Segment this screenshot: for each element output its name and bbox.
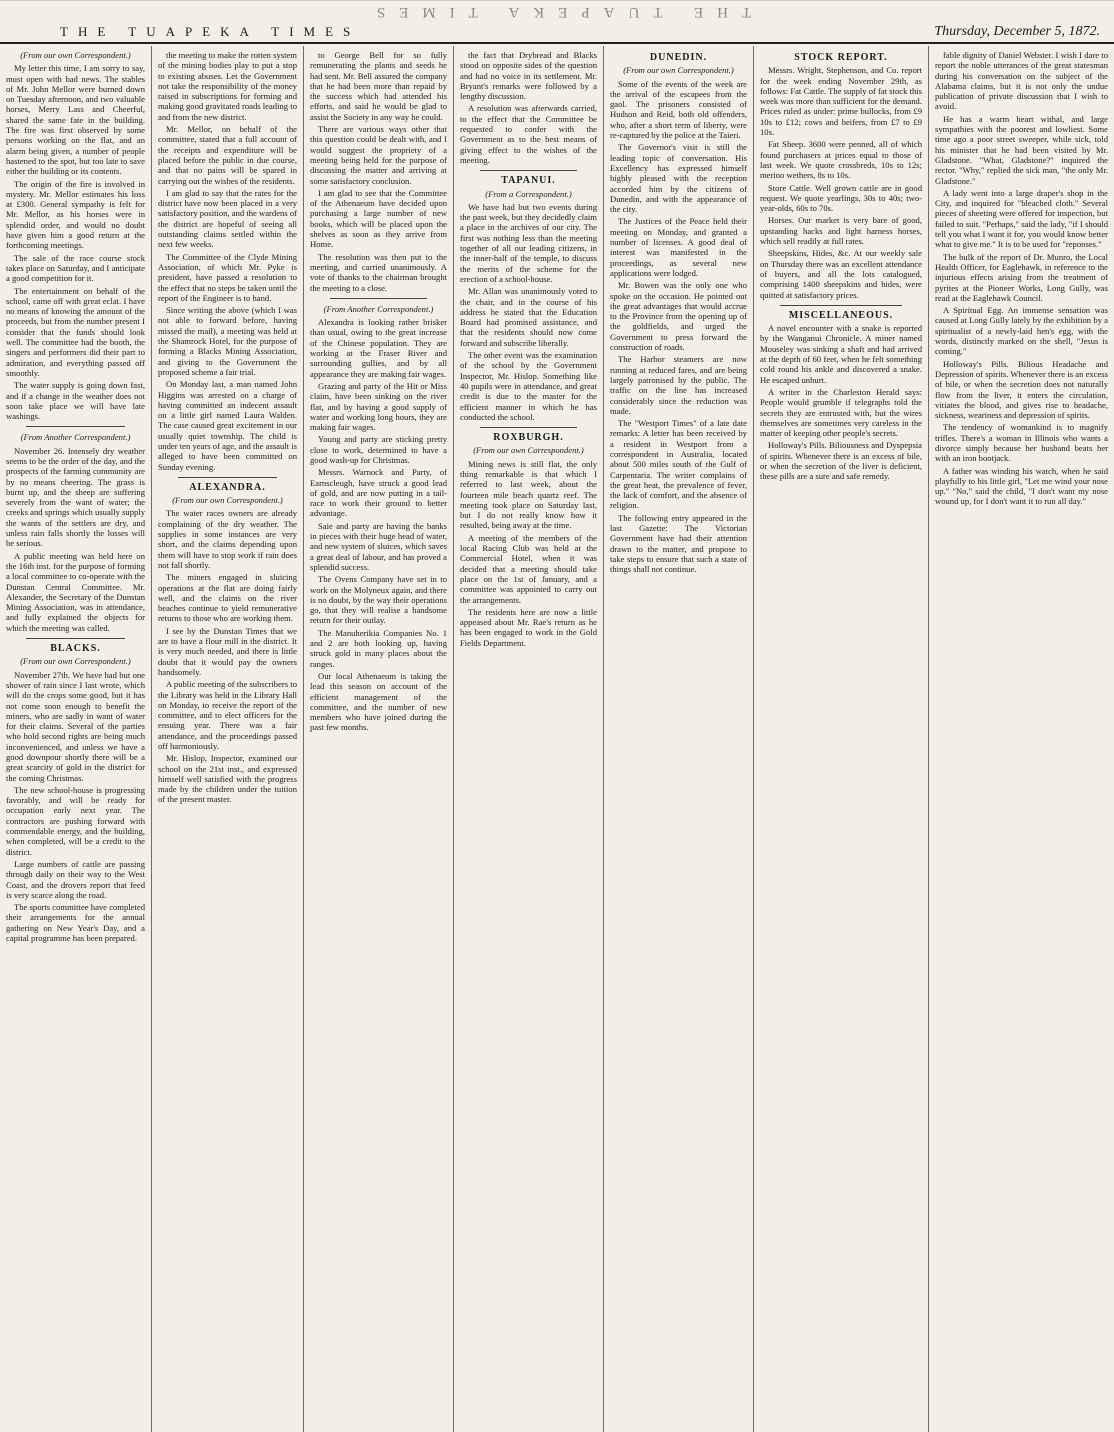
article-paragraph: The Committee of the Clyde Mining Association, of which Mr. Pyke is president, have passed a resolution to the effect that no steps be taken until the report of the Engineer is to hand.	[158, 251, 297, 303]
column-rule	[26, 638, 125, 639]
article-paragraph: Sheepskins, Hides, &c. At our weekly sale on Thursday there was an excellent attendance of buyers, and all the lots catalogued, comprising 1400 sheepskins and hides, were quitted at satisfactory prices.	[760, 248, 922, 300]
article-paragraph: There are various ways other that this question could be dealt with, and I would suggest the propriety of a meeting being held for the purpose of discussing the matter and arriving at some satisfactory conclusion.	[310, 124, 447, 186]
article-paragraph: The other event was the examination of the school by the Government Inspector, Mr. Hislop. Something like 40 pupils were in attendance, and great credit is due to the master for the efficient manner in which he has conducted the school.	[460, 350, 597, 422]
article-paragraph: The sale of the race course stock takes place on Saturday, and I anticipate a good competition for it.	[6, 252, 145, 284]
article-paragraph: The Ovens Company have set in to work on the Molyneux again, and there is no doubt, by the way their operations go, that they will realise a handsome return for their outlay.	[310, 574, 447, 626]
column-5	[604, 46, 754, 1432]
article-paragraph: Young and party are sticking pretty close to work, determined to have a good wash-up for Christmas.	[310, 434, 447, 465]
article-paragraph: Horses. Our market is very bare of good, upstanding hacks and light harness horses, which sell readily at full rates.	[760, 215, 922, 247]
article-heading: MISCELLANEOUS.	[788, 309, 894, 321]
article-paragraph: The origin of the fire is involved in mystery. Mr. Mellor estimates his loss at £300. General sympathy is felt for Mr. Mellor, as his horses were in splendid order, and would no doubt have given him a good return at the forthcoming meetings.	[6, 178, 145, 251]
correspondent-line: (From our own Correspondent.)	[172, 495, 283, 506]
correspondent-line: (From our own Correspondent.)	[473, 445, 584, 456]
correspondent-line: (From a Correspondent.)	[485, 188, 572, 199]
article-heading: ALEXANDRA.	[189, 481, 266, 493]
article-paragraph: Store Cattle. Well grown cattle are in good request. We quote yearlings, 30s to 40s; two-year-olds, 60s to 70s.	[760, 182, 922, 214]
article-paragraph: I see by the Dunstan Times that we are to have a flour mill in the district. It is very much needed, and there is little doubt that it would pay the owners handsomely.	[158, 625, 297, 677]
masthead	[0, 22, 1114, 44]
article-paragraph: Mining news is still flat, the only thing remarkable is that which I referred to last week, about the fourteen mile beach quartz reef. The meeting took place on Saturday last, but I do not really know how it resulted, being away at the time.	[460, 458, 597, 531]
article-paragraph: The "Westport Times" of a late date remarks: A letter has been received by a resident in Westport from a correspondent in Australia, located about 500 miles south of the Gulf of Carpentaria. The writer complains of the great heat, the prevalence of fever, the lack of comfort, and the absence of religion.	[610, 418, 747, 511]
correspondent-line: (From Another Correspondent.)	[323, 303, 434, 314]
article-paragraph: I am glad to say that the rates for the district have now been placed in a very satisfactory position, and the wardens of the district are hopeful of seeing all outstanding claims settled within the next few weeks.	[158, 187, 297, 250]
article-paragraph: November 27th. We have had but one shower of rain since I last wrote, which will do the crops some good, but it has not come soon enough to benefit the miners, who are sadly in want of water for their claims. Several of the parties who hold second rights are being much inconvenienced, and unless we have a good downpour shortly there will be a great scarcity of gold in the district for the coming Christmas.	[6, 669, 145, 783]
article-heading: TAPANUI.	[501, 175, 556, 187]
column-rule	[178, 477, 277, 478]
article-paragraph: Mr. Allan was unanimously voted to the chair, and in the course of his address he stated that the Education Board had promised assistance, and that the residents should now come forward and subscribe liberally.	[460, 286, 597, 348]
article-paragraph: Grazing and party of the Hit or Miss claim, have been sinking on the river flat, and by having a good supply of water and working long hours, they are making fair wages.	[310, 380, 447, 433]
article-paragraph: The sports committee have completed their arrangements for the annual gathering on New Year's Day, and a capital programme has been prepared.	[6, 902, 145, 944]
article-heading: ROXBURGH.	[493, 432, 564, 444]
article-paragraph: We have had but two events during the past week, but they decidedly claim a place in the archives of our city. The first was nothing less than the meeting together of all our leading citizens, in the inner-half of the temple, to discuss the merits of the scheme for the erection of a school-house.	[460, 201, 597, 284]
article-paragraph: The water races owners are already complaining of the dry weather. The supplies in some instances are very short, and the claims depending upon them will have to stop work if rain does not fall shortly.	[158, 508, 297, 570]
article-paragraph: fable dignity of Daniel Webster. I wish I dare to report the noble utterances of the great statesman during his conversation on the subject of the Alabama claims, but it is not only the undue publication of private discussion that I wish to avoid.	[935, 50, 1108, 112]
article-paragraph: A meeting of the members of the local Racing Club was held at the Commercial Hotel, when it was decided that a meeting should take place on the 1st of January, and a committee was appointed to carry out the arrangements.	[460, 532, 597, 605]
bleed-through-masthead: THE TUAPEKA TIMES	[0, 0, 1114, 23]
masthead-date: Thursday, December 5, 1872.	[934, 24, 1100, 39]
article-paragraph: Mr. Bowen was the only one who spoke on the occasion. He pointed out the great advantages that would accrue to the Province from the opening up of the goldfields, and urged the Government to press forward the construction of roads.	[610, 280, 747, 353]
column-rule	[780, 305, 902, 306]
article-paragraph: Messrs. Wright, Stephenson, and Co. report for the week ending November 29th, as follows: Fat Cattle. The supply of fat stock this week was more than sufficient for the demand. Prices ruled as under: prime bullocks, from £9 10s to £12; cows and heifers, from £7 to £9 10s.	[760, 65, 922, 138]
article-paragraph: Saie and party are having the banks in pieces with their huge head of water, and new system of sluices, which saves a great deal of labour, and has proved a splendid success.	[310, 520, 447, 572]
column-rule	[480, 427, 577, 428]
article-paragraph: Since writing the above (which I was not able to forward before, having missed the mail), a meeting was held at the Shamrock Hotel, for the purpose of forming a Blacks Mining Association, and giving to the Government the proposed scheme a fair trial.	[158, 305, 297, 377]
correspondent-line: (From Another Correspondent.)	[20, 432, 131, 443]
article-heading: BLACKS.	[50, 643, 101, 655]
article-paragraph: the meeting to make the rotten system of the mining bodies play to put a stop to existing abuses. Let the Government not take the responsibility of the money raised in subscriptions for forming and making good gravitated roads leading to and from the new district.	[158, 50, 297, 122]
article-paragraph: On Monday last, a man named John Higgins was arrested on a charge of having committed an indecent assault on a little girl named Laura Walden. The case caused great excitement in our usually quiet township. The child is under ten years of age, and the assault is alleged to have been committed on Sunday evening.	[158, 379, 297, 472]
article-paragraph: A public meeting was held here on the 16th inst. for the purpose of forming a local committee to co-operate with the Dunstan Central Committee. Mr. Alexander, the Secretary of the Dunstan Mining Association, was in attendance, and fully explained the objects for which the meeting was called.	[6, 550, 145, 633]
article-paragraph: A writer in the Charleston Herald says: People would grumble if telegraphs told the secrets they are entrusted with, but the wires themselves are sometimes very careless in the matter of keeping other people's secrets.	[760, 386, 922, 439]
correspondent-line: (From our own Correspondent.)	[20, 656, 131, 667]
article-paragraph: A Spiritual Egg. An immense sensation was caused at Long Gully lately by the exhibition by a spiritualist of a newly-laid hen's egg, with the words, distinctly marked on the shell, "Jesus is coming."	[935, 305, 1108, 357]
article-paragraph: Our local Athenaeum is taking the lead this season on account of the efficient management of the committee, and the number of new members who have joined during the past few months.	[310, 670, 447, 733]
article-paragraph: Fat Sheep. 3600 were penned, all of which found purchasers at prices equal to those of last week. We quote crossbreds, 10s to 12s; merino wethers, 8s to 10s.	[760, 139, 922, 181]
correspondent-line: (From our own Correspondent.)	[623, 65, 734, 76]
article-paragraph: Large numbers of cattle are passing through daily on their way to the West Coast, and the drovers report that feed is very scarce along the road.	[6, 858, 145, 900]
article-paragraph: Alexandra is looking rather brisker than usual, owing to the great increase of the Chinese population. They are working at the Fraser River and surrounding gullies, and by all appearance they are making fair wages.	[310, 317, 447, 379]
article-paragraph: A father was winding his watch, when he said playfully to his little girl, "Let me wind your nose up." "No," said the child, "I don't want my nose wound up, for I don't want it to run all day."	[935, 465, 1108, 507]
article-paragraph: the fact that Drybread and Blacks stood on opposite sides of the question and had no voice in its settlement. Mr. Bryant's remarks were followed by a lengthy discussion.	[460, 50, 597, 102]
correspondent-line: (From our own Correspondent.)	[20, 50, 131, 60]
column-7	[929, 46, 1114, 1432]
article-paragraph: The water supply is going down fast, and if a change in the weather does not soon take place we will have late washings.	[6, 380, 145, 422]
article-paragraph: The resolution was then put to the meeting, and carried unanimously. A vote of thanks to the chairman brought the meeting to a close.	[310, 251, 447, 293]
column-1	[0, 46, 152, 1432]
newspaper-columns	[0, 46, 1114, 1432]
article-heading: STOCK REPORT.	[794, 52, 888, 63]
article-paragraph: The bulk of the report of Dr. Munro, the Local Health Officer, for Eaglehawk, in reference to the injurious effects arising from the treatment of pyrites at the Pioneer Works, Long Gully, was read at the Eaglehawk Council.	[935, 251, 1108, 303]
column-2	[152, 46, 304, 1432]
article-paragraph: The new school-house is progressing favorably, and will be ready for occupation early next year. The contractors are pushing forward with commendable energy, and the building, when completed, will be a credit to the district.	[6, 784, 145, 857]
article-paragraph: The following entry appeared in the last Gazette: The Victorian Government have had their attention drawn to the matter, and propose to take steps to ensure that such a state of things shall not continue.	[610, 512, 747, 575]
article-paragraph: A resolution was afterwards carried, to the effect that the Committee be requested to confer with the Government as to the best means of giving effect to the wishes of the meeting.	[460, 103, 597, 165]
article-paragraph: A public meeting of the subscribers to the Library was held in the Library Hall on Monday, to receive the report of the committee, and to elect officers for the ensuing year. There was a fair attendance, and the proceedings passed off harmoniously.	[158, 679, 297, 751]
article-paragraph: I am glad to see that the Committee of the Athenaeum have decided upon purchasing a large number of new books, which will be placed upon the shelves as soon as they arrive from Home.	[310, 187, 447, 250]
article-paragraph: The Harbor steamers are now running at reduced fares, and are being largely patronised by the public. The traffic on the line has increased considerably since the reduction was made.	[610, 354, 747, 416]
article-paragraph: My letter this time, I am sorry to say, must open with bad news. The stables of Mr. John Mellor were burned down on Tuesday afternoon, and two valuable horses, Merry Lass and Cheerful, shared the same fate in the building. The fire was first observed by some persons working on the flat, and an alarm being given, a number of people hastened to the spot, but too late to save either the building or its contents.	[6, 63, 145, 177]
article-paragraph: Messrs. Warnock and Party, of Earnscleugh, have struck a good lead of gold, and are now putting in a tail-race to work their ground to better advantage.	[310, 467, 447, 519]
article-paragraph: He has a warm heart withal, and large sympathies with the poorest and lowliest. Some time ago a poor street sweeper, while sick, told his minister that he had been visited by Mr. Gladstone. "What, Gladstone?" inquired the rector. "Why," replied the sick man, "the only Mr. Gladstone."	[935, 113, 1108, 186]
column-4	[454, 46, 604, 1432]
article-paragraph: A novel encounter with a snake is reported by the Wanganui Chronicle. A miner named Mouseley was sinking a shaft and had arrived at the depth of 60 feet, when he felt something cold round his ankle and discovered a snake. He escaped unhurt.	[760, 323, 922, 385]
masthead-title: THE TUAPEKA TIMES	[60, 24, 361, 39]
article-paragraph: The tendency of womankind is to magnify trifles. There's a woman in Illinois who wants a divorce simply because her husband beats her with an iron bootjack.	[935, 422, 1108, 464]
article-paragraph: The entertainment on behalf of the school, came off with great eclat. I have no means of knowing the amount of the proceeds, but from the number present I consider that the funds should look well. The committee had the booth, the singers and performers did their part to admiration, and everything passed off smoothly.	[6, 285, 145, 378]
article-paragraph: The Justices of the Peace held their meeting on Monday, and granted a number of licenses. A good deal of interest was manifested in the proceedings, as several new applications were lodged.	[610, 216, 747, 278]
article-paragraph: The Manuherikia Companies No. 1 and 2 are both looking up, having struck gold in many places about the ranges.	[310, 627, 447, 669]
article-paragraph: Holloway's Pills. Bilious Headache and Depression of spirits. Whenever there is an excess of bile, or when the secretion does not naturally flow from the liver, it enters the circulation, vitiates the blood, and gives rise to headache, sickness, weariness and depression of spirits.	[935, 358, 1108, 421]
article-paragraph: Holloway's Pills. Biliousness and Dyspepsia of spirits. Whenever there is an excess of bile, or when the secretion of the liver is deficient, these pills are a sure and safe remedy.	[760, 440, 922, 482]
article-paragraph: November 26. Intensely dry weather seems to be the order of the day, and the prospects of the farming community are by no means cheering. The grass is burnt up, and the sheep are suffering severely from the want of water; the creeks and springs which usually supply the wants of the settlers are dry, and unless rain falls shortly the losses will be serious.	[6, 445, 145, 549]
column-rule	[330, 298, 427, 299]
article-paragraph: The miners engaged in sluicing operations at the flat are doing fairly well, and the claims on the river beaches continue to yield remunerative returns to those who are working them.	[158, 572, 297, 624]
column-rule	[26, 426, 125, 427]
article-heading: DUNEDIN.	[649, 52, 708, 63]
column-3	[304, 46, 454, 1432]
article-paragraph: Mr. Mellor, on behalf of the committee, stated that a full account of the receipts and expenditure will be placed before the public in due course, and that no pains will be spared in carrying out the wishes of the residents.	[158, 124, 297, 186]
article-paragraph: A lady went into a large draper's shop in the City, and inquired for "bleached cloth." Several pieces of sheeting were offered for inspection, but failed to suit. "Perhaps," said the lady, "if I should tell you what I want it for, you would know better what to give me." It is to be used for "reponses."	[935, 187, 1108, 250]
article-paragraph: to George Bell for so fully remunerating the plants and seeds he had sent. Mr. Bell assured the company that he had been more than repaid by the success which had attended his efforts, and said he would be glad to assist the Society in any way he could.	[310, 50, 447, 122]
column-rule	[480, 170, 577, 171]
article-paragraph: The residents here are now a little appeased about Mr. Rae's return as he has been engaged to work in the Gold Fields Department.	[460, 606, 597, 648]
article-paragraph: The Governor's visit is still the leading topic of conversation. His Excellency has expressed himself highly pleased with the reception accorded him by the citizens of Dunedin, and with the appearance of the city.	[610, 142, 747, 215]
article-paragraph: Mr. Hislop, Inspector, examined our school on the 21st inst., and expressed himself well satisfied with the progress made by the children under the tuition of the present master.	[158, 753, 297, 805]
column-6	[754, 46, 929, 1432]
article-paragraph: Some of the events of the week are the arrival of the escapees from the gaol. The prisoners consisted of Hudson and Reid, both old offenders, who, after a short term of liberty, were re-captured by the police at the Taieri.	[610, 78, 747, 141]
